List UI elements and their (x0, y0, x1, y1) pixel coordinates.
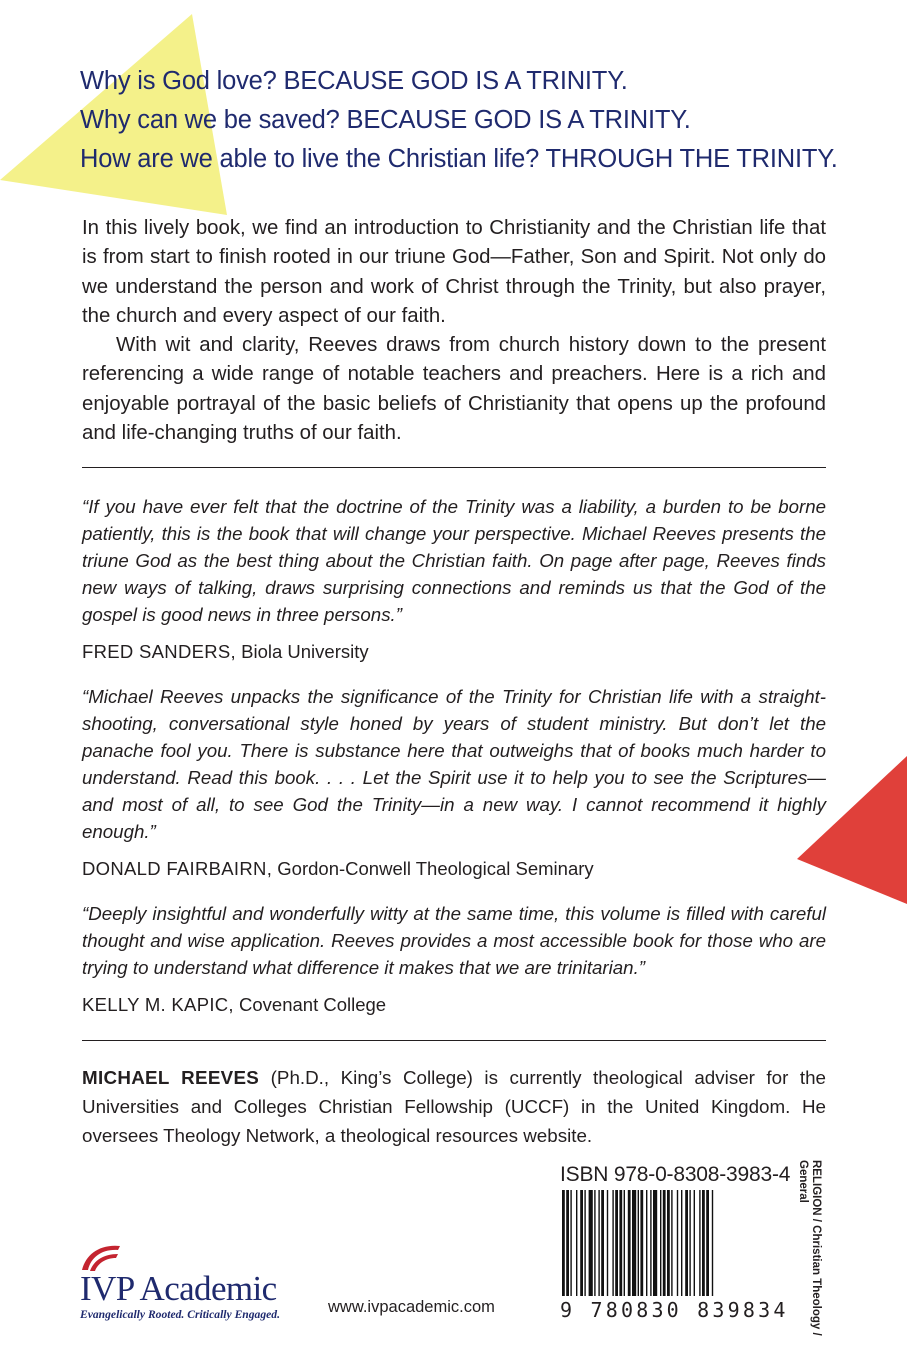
description-paragraph-2: With wit and clarity, Reeves draws from church history down to the present referencing a wide range of notable teachers and preachers. Here is a rich and enjoyable portrayal of the basic beliefs of Christianity that opens up the profound and life-changing truths of our faith. (82, 334, 826, 445)
barcode-bar (562, 1190, 565, 1296)
barcode-bar (570, 1190, 571, 1296)
barcode-bar (677, 1190, 678, 1296)
endorser-affiliation: Covenant College (239, 994, 387, 1015)
barcode-bar (689, 1190, 690, 1296)
endorsement-2 (82, 683, 826, 882)
endorsement-attribution (82, 638, 826, 665)
barcode-bar (580, 1190, 583, 1296)
barcode-bar (694, 1190, 695, 1296)
author-bio (82, 1063, 826, 1150)
endorsement-quote: “If you have ever felt that the doctrine of the Trinity was a liability, a burden to be borne patiently, this is the book that will change your perspective. Michael Reeves presents the triune God as the best thing about the Christian faith. On page after page, Reeves finds new ways of talking, draws surprising connections and reminds us that the God of the gospel is good news in three persons.” (82, 496, 826, 625)
divider-rule-2 (82, 1040, 826, 1041)
category-line-1: RELIGION / Christian Theology / (810, 1160, 822, 1336)
barcode-bar (628, 1190, 631, 1296)
headline-line-2: Why can we be saved? BECAUSE GOD IS A TRINITY. (80, 106, 691, 134)
barcode-bar (607, 1190, 608, 1296)
endorser-name: KELLY M. KAPIC, (82, 994, 234, 1015)
barcode-bar (638, 1190, 639, 1296)
headline (80, 62, 840, 179)
barcode-bar (671, 1190, 672, 1296)
category-line-2: General (797, 1160, 809, 1203)
barcode-bar (612, 1190, 613, 1296)
book-description (82, 214, 826, 448)
barcode-digits: 9 780830 839834 (560, 1298, 789, 1322)
endorser-affiliation: Biola University (241, 641, 369, 662)
endorsement-attribution (82, 855, 826, 882)
endorsement-quote: “Michael Reeves unpacks the significance of the Trinity for Christian life with a straight-shooting, conversational style honed by years of student ministry. But don’t let the panache fool you. There is substance here that outweighs that of books much harder to understand. Read this book. . . . Let the Spirit use it to help you to see the Scriptures—and most of all, to see God the Trinity—in a new way. I cannot recommend it highly enough.” (82, 686, 826, 842)
publisher-name: IVP Academic (80, 1269, 277, 1308)
barcode-bar (660, 1190, 661, 1296)
endorsement-quote: “Deeply insightful and wonderfully witty at the same time, this volume is filled with careful thought and wise application. Reeves provides a most accessible book for those who are trying to understand what difference it makes that we are trinitarian.” (82, 903, 826, 978)
barcode-bar (706, 1190, 709, 1296)
barcode-bar (594, 1190, 595, 1296)
barcode-bar (598, 1190, 599, 1296)
barcode-bar (640, 1190, 643, 1296)
barcode-bar (702, 1190, 705, 1296)
barcode-bar (576, 1190, 577, 1296)
barcode-bar (681, 1190, 682, 1296)
divider-rule-1 (82, 467, 826, 468)
barcode-bar (653, 1190, 657, 1296)
barcode-bar (646, 1190, 647, 1296)
endorsement-3 (82, 900, 826, 1018)
barcode (560, 1190, 782, 1298)
category-label (796, 1160, 822, 1336)
author-bio-text: (Ph.D., King’s College) is currently theological adviser for the Universities and Colleges Christian Fellowship (UCCF) in the United Kingdom. He oversees Theology Network, a theological resources website. (82, 1067, 826, 1146)
author-name: MICHAEL REEVES (82, 1067, 260, 1088)
barcode-bar (685, 1190, 688, 1296)
barcode-bar (663, 1190, 666, 1296)
endorser-affiliation: Gordon-Conwell Theological Seminary (277, 858, 594, 879)
barcode-bar (650, 1190, 651, 1296)
barcode-bar (589, 1190, 593, 1296)
barcode-bar (632, 1190, 636, 1296)
publisher-tagline: Evangelically Rooted. Critically Engaged. (80, 1308, 280, 1321)
endorsement-attribution (82, 991, 826, 1018)
barcode-bar (601, 1190, 604, 1296)
headline-line-1: Why is God love? BECAUSE GOD IS A TRINITY. (80, 67, 628, 95)
barcode-bar (584, 1190, 585, 1296)
description-paragraph-1: In this lively book, we find an introduction to Christianity and the Christian life that is from start to finish rooted in our triune God—Father, Son and Spirit. Not only do we understand the person and work of Christ through the Trinity, but also prayer, the church and every aspect of our faith. (82, 217, 826, 327)
barcode-bar (619, 1190, 622, 1296)
endorser-name: FRED SANDERS, (82, 641, 236, 662)
barcode-bar (624, 1190, 625, 1296)
endorser-name: DONALD FAIRBAIRN, (82, 858, 273, 879)
isbn-label: ISBN 978-0-8308-3983-4 (560, 1163, 791, 1186)
barcode-bar (699, 1190, 700, 1296)
publisher-website[interactable]: www.ivpacademic.com (328, 1298, 495, 1316)
endorsement-1 (82, 493, 826, 665)
barcode-bar (615, 1190, 618, 1296)
barcode-bar (712, 1190, 713, 1296)
headline-line-3: How are we able to live the Christian life? THROUGH THE TRINITY. (80, 145, 838, 173)
barcode-bar (667, 1190, 670, 1296)
barcode-bar (566, 1190, 569, 1296)
